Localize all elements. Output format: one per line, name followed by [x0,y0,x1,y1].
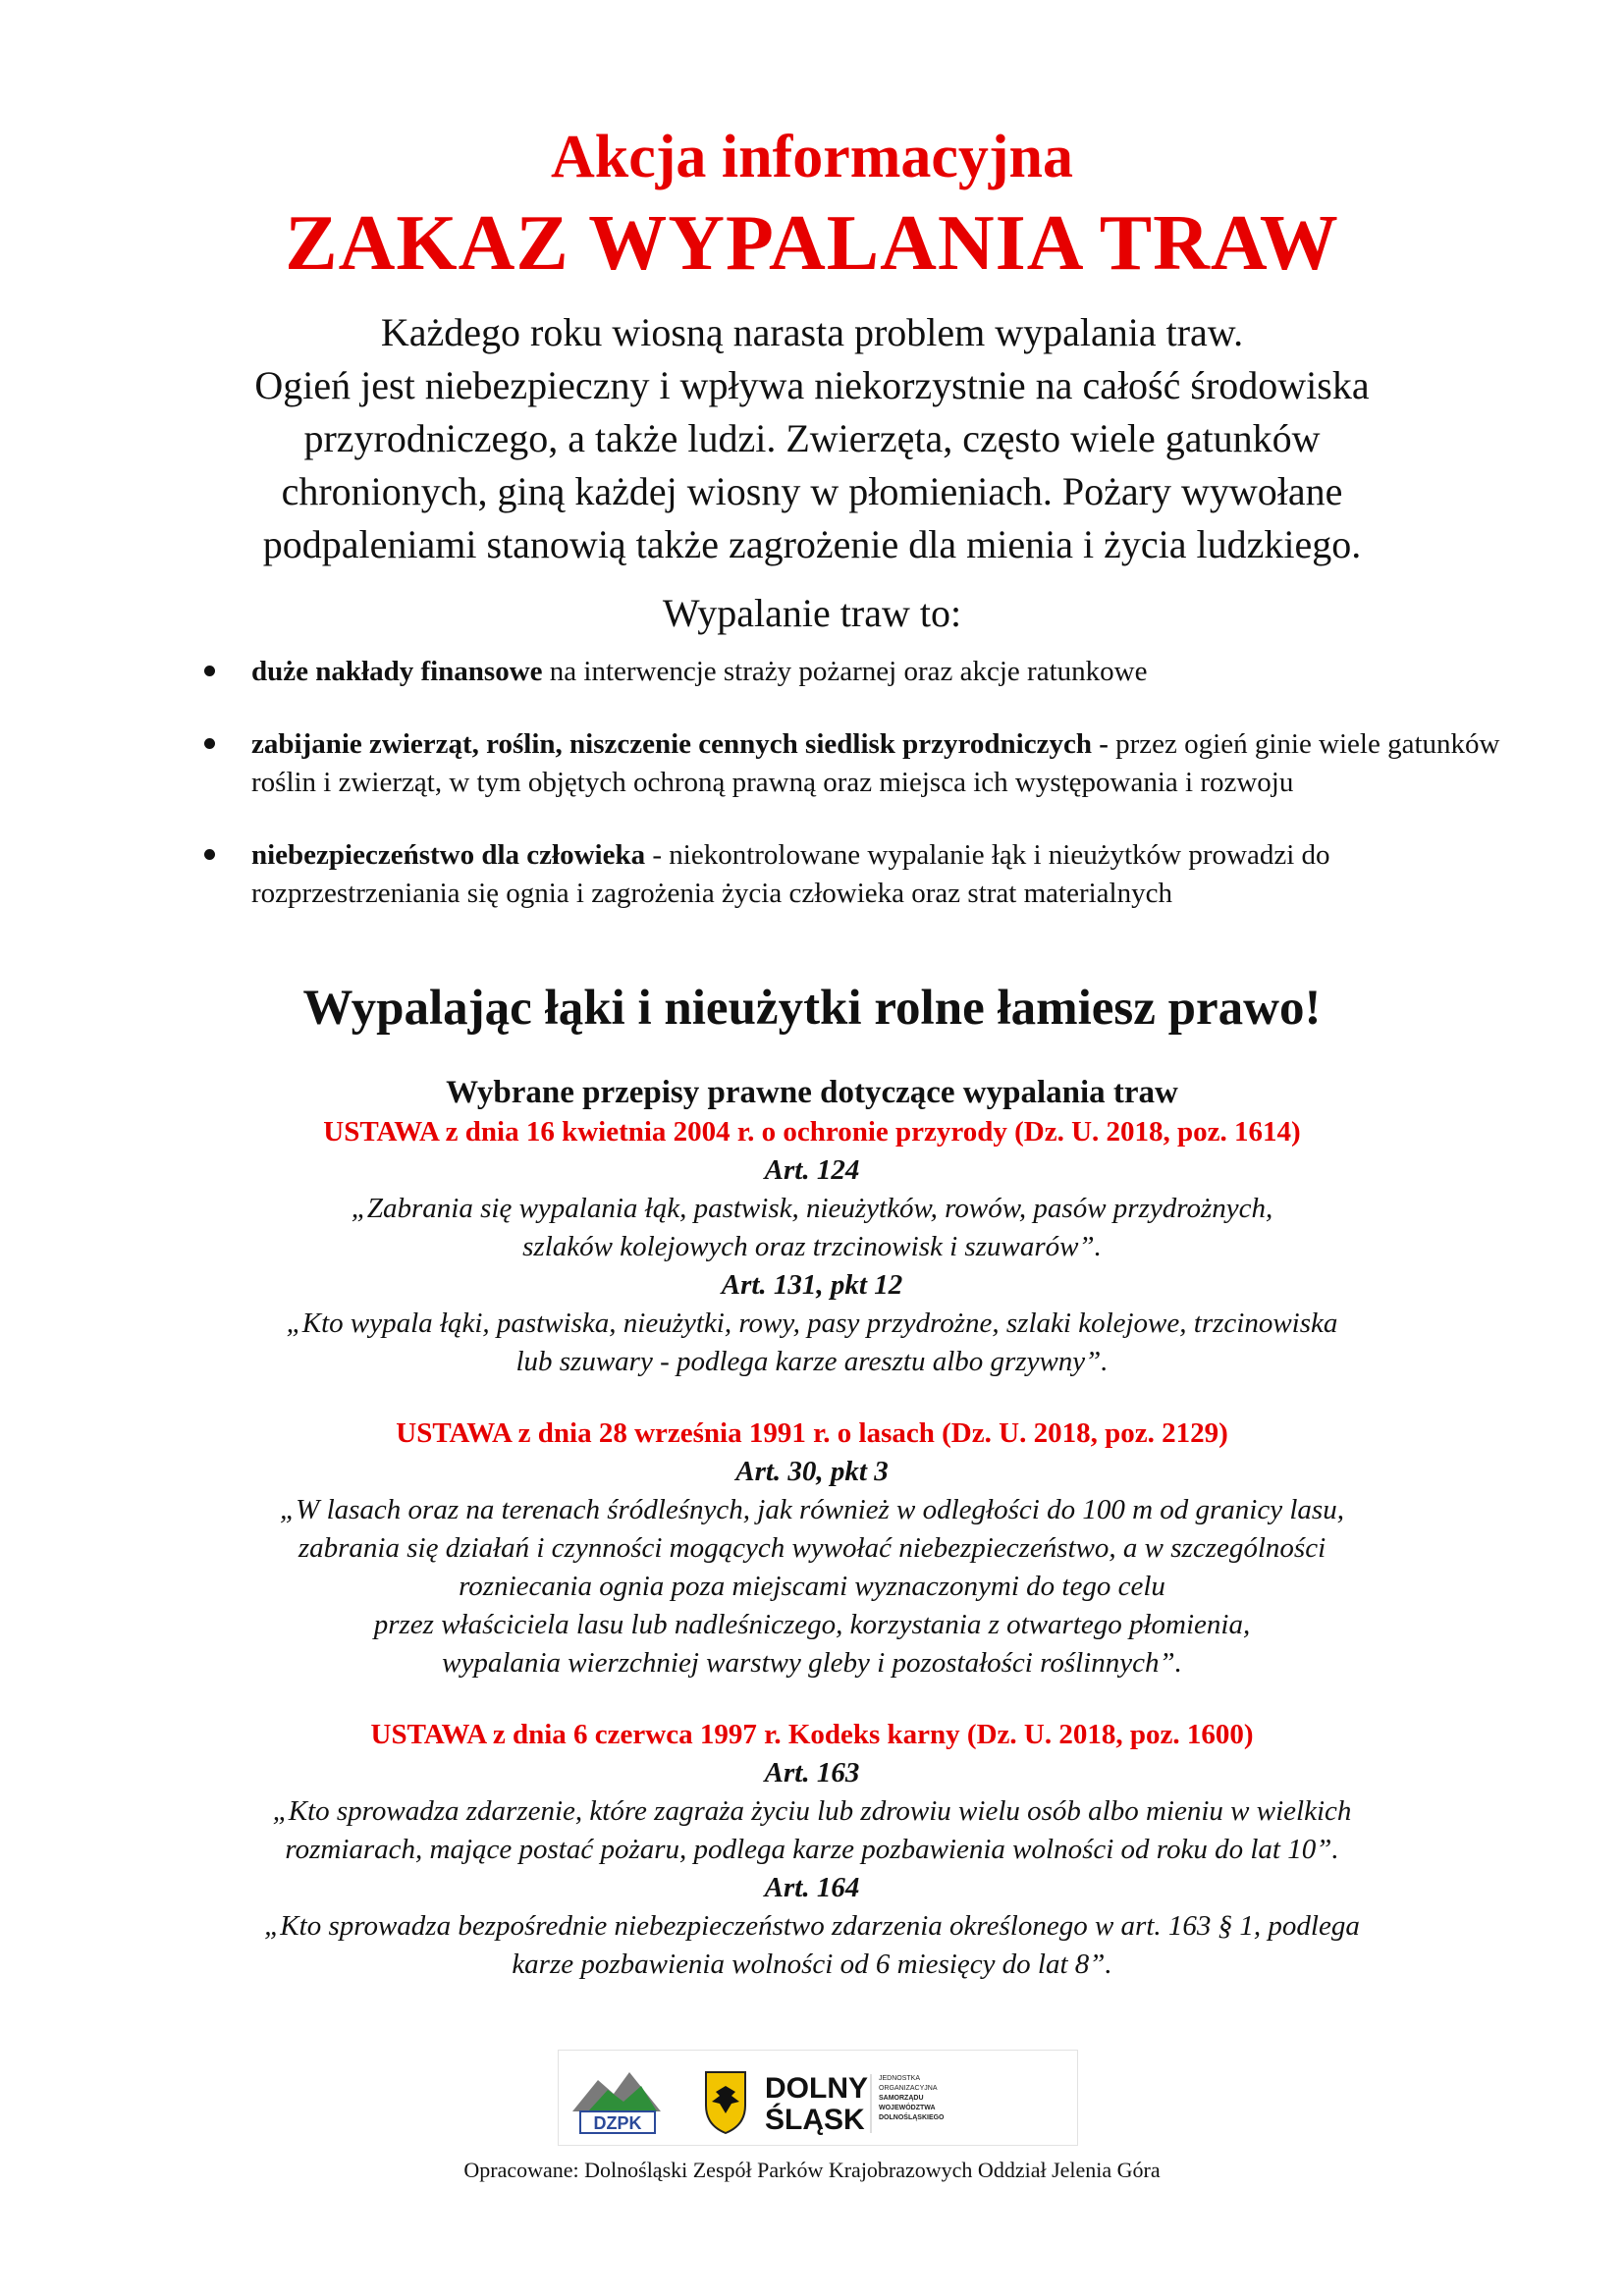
article-quote: rozniecania ognia poza miejscami wyznaczonymi do tego celu [459,1571,1165,1602]
unit-label-line: JEDNOSTKA [879,2075,921,2082]
article-quote: „Kto sprowadza zdarzenie, które zagraża życiu lub zdrowiu wielu osób albo mieniu w wielkich [272,1795,1352,1827]
article-quote: „Zabrania się wypalania łąk, pastwisk, nieużytków, rowów, pasów przydrożnych, [351,1193,1273,1224]
region-name-line1: DOLNY [765,2072,868,2105]
unit-label-line: WOJEWÓDZTWA [879,2105,936,2111]
article-quote: przez właściciela lasu lub nadleśniczego, korzystania z otwartego płomienia, [373,1609,1251,1640]
list-item-text: przez ogień ginie wiele gatunków roślin i zwierząt, w tym objętych ochroną prawną oraz miejsca ich występowania i rozwoju [251,728,1500,798]
region-name-line2: ŚLĄSK [765,2104,865,2136]
intro-line: podpaleniami stanowią także zagrożenie dla mienia i życia ludzkiego. [262,522,1362,566]
article-quote: „Kto sprowadza bezpośrednie niebezpieczeństwo zdarzenia określonego w art. 163 § 1, podlega [264,1910,1360,1942]
consequences-list [196,653,1512,947]
logos-strip [558,2050,1078,2146]
intro-paragraph [118,306,1506,571]
article-quote: szlaków kolejowych oraz trzcinowisk i szuwarów”. [522,1231,1102,1262]
list-item-text: na interwencje straży pożarnej oraz akcje ratunkowe [542,656,1148,687]
article-label: Art. 124 [764,1154,860,1186]
list-item-text: - niekontrolowane wypalanie łąk i nieużytków prowadzi do rozprzestrzeniania się ognia i zagrożenia życia człowieka oraz strat materialnych [251,839,1330,909]
dzpk-label: DZPK [593,2113,642,2133]
unit-label-line: ORGANIZACYJNA [879,2085,938,2092]
legal-heading: Wybrane przepisy prawne dotyczące wypalania traw [446,1075,1178,1110]
article-quote: zabrania się działań i czynności mogących wywołać niebezpieczeństwo, a w szczególności [298,1532,1326,1564]
list-item [196,653,1512,691]
poster-title-line2: ZAKAZ WYPALANIA TRAW [285,200,1339,287]
list-item-bold: zabijanie zwierząt, roślin, niszczenie cennych siedlisk przyrodniczych - [251,728,1109,760]
article-quote: rozmiarach, mające postać pożaru, podlega karze pozbawienia wolności od roku do lat 10”. [285,1834,1339,1865]
legal-section [79,1072,1545,1984]
article-label: Art. 164 [764,1872,860,1903]
intro-line: chronionych, giną każdej wiosny w płomieniach. Pożary wywołane [281,469,1343,513]
act-title: USTAWA z dnia 28 września 1991 r. o lasach (Dz. U. 2018, poz. 2129) [396,1417,1228,1449]
intro-line: przyrodniczego, a także ludzi. Zwierzęta, często wiele gatunków [303,416,1321,460]
bullet-icon [204,849,215,860]
bullet-icon [204,738,215,749]
unit-label-line: SAMORZĄDU [879,2095,924,2102]
list-item-bold: duże nakłady finansowe [251,656,543,687]
article-quote: wypalania wierzchniej warstwy gleby i pozostałości roślinnych”. [442,1647,1182,1679]
act-title: USTAWA z dnia 16 kwietnia 2004 r. o ochronie przyrody (Dz. U. 2018, poz. 1614) [323,1116,1301,1148]
article-quote: „W lasach oraz na terenach śródleśnych, jak również w odległości do 100 m od granicy lasu, [280,1494,1344,1525]
article-label: Art. 163 [764,1757,860,1789]
article-label: Art. 131, pkt 12 [721,1269,903,1301]
article-quote: „Kto wypala łąki, pastwiska, nieużytki, rowy, pasy przydrożne, szlaki kolejowe, trzcinowiska [286,1308,1338,1339]
intro-line: Każdego roku wiosną narasta problem wypalania traw. [380,310,1244,354]
unit-label-line: DOLNOŚLĄSKIEGO [879,2114,945,2121]
article-label: Art. 30, pkt 3 [735,1456,889,1487]
dzpk-logo [572,2072,661,2133]
footer-credit: Opracowane: Dolnośląski Zespół Parków Krajobrazowych Oddział Jelenia Góra [463,2158,1161,2182]
poster-title-line1: Akcja informacyjna [550,124,1074,190]
slogan: Wypalając łąki i nieużytki rolne łamiesz prawo! [302,981,1322,1036]
article-quote: karze pozbawienia wolności od 6 miesięcy do lat 8”. [512,1949,1112,1980]
list-item [196,836,1512,913]
list-item-bold: niebezpieczeństwo dla człowieka [251,839,646,871]
coat-of-arms-icon [706,2072,745,2133]
logos-svg [559,2051,1077,2145]
list-heading: Wypalanie traw to: [662,591,962,635]
list-item [196,725,1512,802]
article-quote: lub szuwary - podlega karze aresztu albo grzywny”. [515,1346,1109,1377]
act-title: USTAWA z dnia 6 czerwca 1997 r. Kodeks karny (Dz. U. 2018, poz. 1600) [370,1719,1254,1750]
intro-line: Ogień jest niebezpieczny i wpływa niekorzystnie na całość środowiska [254,363,1370,407]
bullet-icon [204,666,215,676]
